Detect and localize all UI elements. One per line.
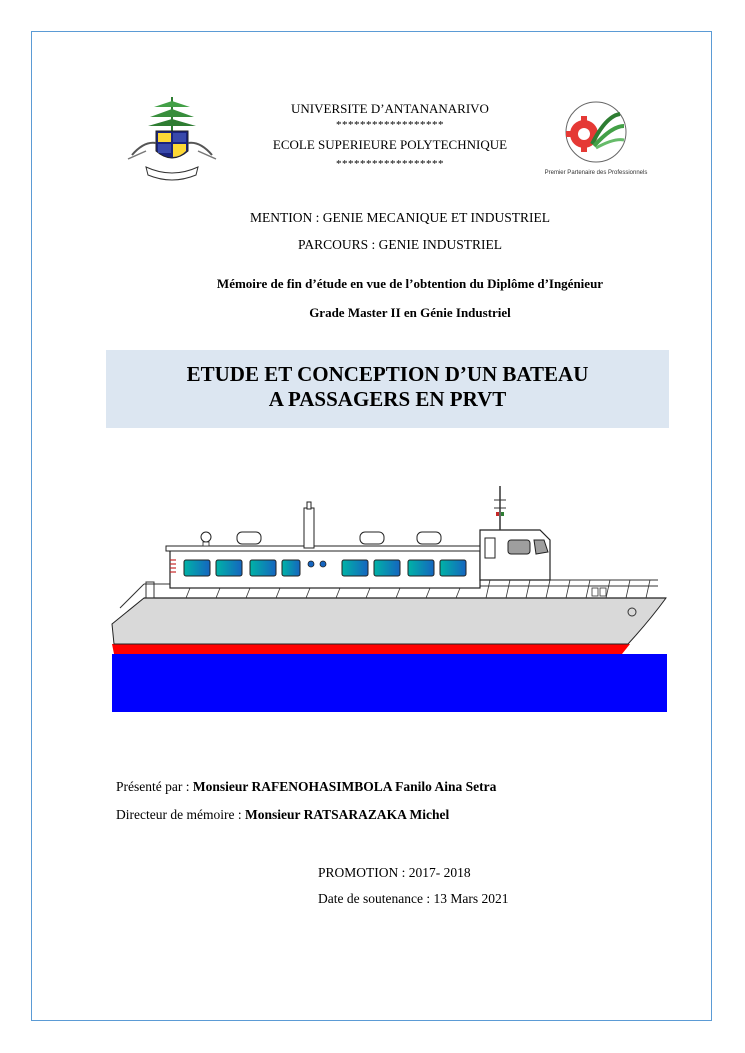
thesis-grade: Grade Master II en Génie Industriel [309, 305, 511, 320]
parcours: PARCOURS : GENIE INDUSTRIEL [298, 237, 502, 252]
separator-stars: ****************** [336, 158, 444, 170]
water [112, 654, 667, 712]
title-line-2: A PASSAGERS EN PRVT [268, 387, 507, 411]
title-line-1: ETUDE ET CONCEPTION D’UN BATEAU [186, 362, 589, 386]
exhaust-stack [304, 508, 314, 548]
separator-stars: ****************** [336, 119, 444, 131]
thesis-director [116, 807, 449, 823]
shield-icon [156, 131, 188, 158]
presented-by [116, 779, 496, 795]
ravinala-tree-icon [148, 97, 196, 135]
hull-stripe [112, 644, 630, 654]
thesis-purpose: Mémoire de fin d’étude en vue de l’obtention du Diplôme d’Ingénieur [216, 276, 604, 291]
hull [112, 598, 666, 644]
header-block [240, 100, 540, 173]
defense-date: Date de soutenance : 13 Mars 2021 [318, 891, 509, 906]
gear-icon [566, 116, 598, 152]
presented-label: Présenté par : [116, 779, 193, 794]
promotion: PROMOTION : 2017- 2018 [318, 865, 471, 880]
mast-icon [494, 486, 506, 530]
director-label: Directeur de mémoire : [116, 807, 245, 822]
university-name: UNIVERSITE D’ANTANANARIVO [291, 101, 489, 116]
presented-name: Monsieur RAFENOHASIMBOLA Fanilo Aina Setra [192, 779, 497, 794]
espa-logo [540, 96, 652, 180]
school-name: ECOLE SUPERIEURE POLYTECHNIQUE [272, 137, 508, 152]
page-title [106, 362, 669, 412]
mention: MENTION : GENIE MECANIQUE ET INDUSTRIEL [249, 210, 551, 225]
university-logo [124, 93, 220, 185]
boat-illustration [110, 480, 670, 716]
logo-caption: Premier Partenaire des Professionnels [544, 170, 648, 176]
director-name: Monsieur RATSARAZAKA Michel [244, 807, 450, 822]
